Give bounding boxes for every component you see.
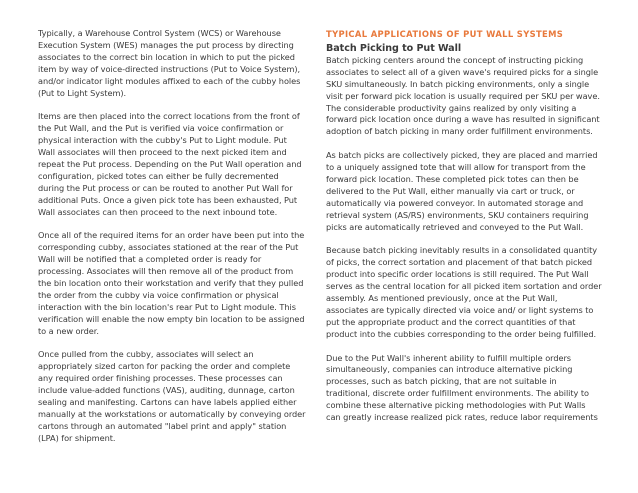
left-paragraph-2: Items are then placed into the correct locations from the front of the Put Wall, and the Put is verified via voice confirmation or physical interaction with the cubby's Put to Light module. Put Wall associates will then proceed to the next picked item and repeat the Put process. Depending on the Put Wall operation and configuration, picked totes can either be fully decremented during the Put process or can be routed to another Put Wall for additional Puts. Once a given pick tote has been exhausted, Put Wall associates can then proceed to the next inbound tote. (38, 111, 302, 217)
right-column (326, 28, 602, 436)
section-heading: TYPICAL APPLICATIONS OF PUT WALL SYSTEMS (326, 29, 564, 39)
left-column (38, 28, 306, 457)
left-paragraph-4: Once pulled from the cubby, associates will select an appropriately sized carton for packing the order and complete any required order finishing processes. These processes can include value-added functions (VAS), auditing, dunnage, carton sealing and manifesting. Cartons can have labels applied either manually at the workstations or automatically by conveying order cartons through an automated "label print and apply" station (LPA) for shipment. (38, 349, 306, 443)
right-paragraph-2: As batch picks are collectively picked, they are placed and married to a uniquely assigned tote that will allow for transport from the forward pick location. These completed pick totes can then be delivered to the Put Wall, either manually via cart or truck, or automatically via powered conveyor. In automated storage and retrieval system (AS/RS) environments, SKU containers requiring picks are automatically retrieved and conveyed to the Put Wall. (326, 150, 598, 232)
left-paragraph-3: Once all of the required items for an order have been put into the corresponding cubby, associates stationed at the rear of the Put Wall will be notified that a completed order is ready for processing. Associates will then remove all of the product from the bin location onto their workstation and verify that they pulled the order from the cubby via voice confirmation or physical interaction with the bin location's rear Put to Light module. This verification will enable the now empty bin location to be assigned to a new order. (38, 230, 305, 336)
right-paragraph-1: Batch picking centers around the concept of instructing picking associates to select all of a given wave's required picks for a single SKU simultaneously. In batch picking environments, only a single visit per forward pick location is usually required per SKU per wave. The considerable productivity gains realized by only visiting a forward pick location once during a wave has resulted in significant adoption of batch picking in many order fulfillment environments. (326, 54, 600, 137)
left-paragraph-1: Typically, a Warehouse Control System (WCS) or Warehouse Execution System (WES) manages the put process by directing associates to the correct bin location in which to put the picked item by way of voice-directed instructions (Put to Voice System), and/or indicator light modules affixed to each of the cubby holes (Put to Light System). (38, 28, 301, 98)
subsection-heading: Batch Picking to Put Wall (326, 43, 462, 54)
right-paragraph-4: Due to the Put Wall's inherent ability to fulfill multiple orders simultaneously, companies can introduce alternative picking processes, such as batch picking, that are not suitable in traditional, discrete order fulfillment environments. The ability to combine these alternative picking methodologies with Put Walls can greatly increase realized pick rates, reduce labor requirements (326, 352, 598, 423)
right-paragraph-3: Because batch picking inevitably results in a consolidated quantity of picks, the correct sortation and placement of that batch picked product into specific order locations is still required. The Put Wall serves as the central location for all picked item sortation and order assembly. As mentioned previously, once at the Put Wall, associates are typically directed via voice and/ or light systems to put the appropriate product and the correct quantities of that product into the cubbies corresponding to the order being fulfilled. (326, 245, 602, 339)
